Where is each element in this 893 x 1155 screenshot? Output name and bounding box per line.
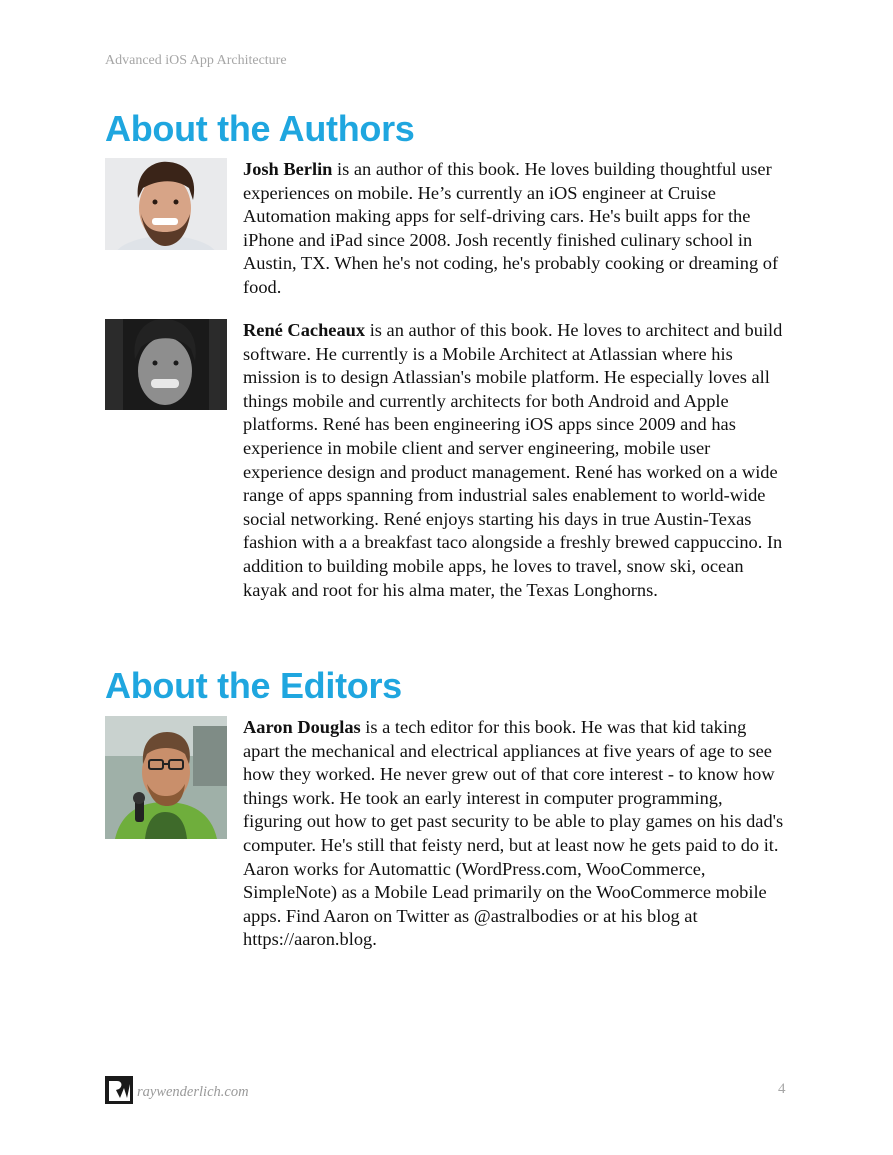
author-bio-body: is an author of this book. He loves to architect and build software. He currently is a Mobile Architect at Atlassian where his mission is to design Atlassian's mobile platform. He especially loves all things mobile and currently architects for both Android and Apple platforms. René has been engineering iOS apps since 2009 and has experience in mobile client and server engineering, mobile user experience design and product management. René has worked on a wide range of apps spanning from industrial sales enablement to world-wide social networking. René enjoys starting his days in true Austin-Texas fashion with a a breakfast taco alongside a freshly brewed cappuccino. In addition to building mobile apps, he loves to travel, snow ski, ocean kayak and root for his alma mater, the Texas Longhorns.: [243, 320, 783, 600]
authors-section-title: About the Authors: [105, 108, 415, 149]
editor-bio-text: [243, 716, 785, 952]
author-name: Josh Berlin: [243, 159, 333, 179]
running-header: Advanced iOS App Architecture: [105, 53, 287, 68]
author-photo-rene-cacheaux: [105, 319, 227, 410]
footer-site-name: raywenderlich.com: [137, 1084, 249, 1100]
page-number: 4: [778, 1081, 786, 1097]
author-name: René Cacheaux: [243, 320, 366, 340]
author-bio-body: is an author of this book. He loves building thoughtful user experiences on mobile. He’s currently an iOS engineer at Cruise Automation making apps for self-driving cars. He's built apps for the iPhone and iPad since 2008. Josh recently finished culinary school in Austin, TX. When he's not coding, he's probably cooking or dreaming of food.: [243, 159, 779, 297]
author-bio-text: [243, 319, 785, 602]
editor-photo-aaron-douglas: [105, 716, 227, 839]
editors-section-title: About the Editors: [105, 665, 402, 706]
author-bio-text: [243, 158, 785, 300]
editor-name: Aaron Douglas: [243, 717, 361, 737]
author-photo-josh-berlin: [105, 158, 227, 250]
raywenderlich-logo-icon: [105, 1076, 133, 1104]
editor-bio-body: is a tech editor for this book. He was that kid taking apart the mechanical and electrical appliances at five years of age to see how they worked. He never grew out of that core interest - to know how things work. He took an early interest in computer programming, figuring out how to get past security to be able to play games on his dad's computer. He's still that feisty nerd, but at least now he gets paid to do it. Aaron works for Automattic (WordPress.com, WooCommerce, SimpleNote) as a Mobile Lead primarily on the WooCommerce mobile apps. Find Aaron on Twitter as @astralbodies or at his blog at https://aaron.blog.: [243, 717, 784, 950]
